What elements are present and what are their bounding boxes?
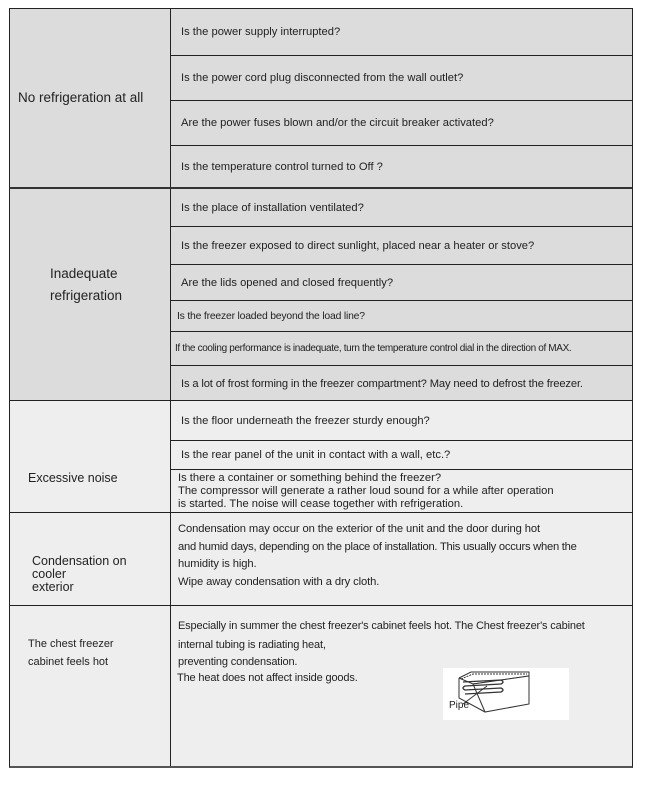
check-text: Are the lids opened and closed frequently? <box>181 276 394 289</box>
pipe-label: Pipe <box>449 700 470 711</box>
problem-label-line: refrigeration <box>50 287 123 303</box>
remedy-line: preventing condensation. <box>178 656 298 668</box>
check-row <box>171 469 632 513</box>
problem-label-line: exterior <box>32 579 74 594</box>
check-list <box>171 9 632 187</box>
troubleshooting-table <box>9 8 633 768</box>
problem-label <box>32 555 127 594</box>
problem-label-line: Inadequate <box>50 265 118 281</box>
remedy-line: Especially in summer the chest freezer's cabinet feels hot. The Chest freezer's cabinet <box>178 620 585 632</box>
check-text: Is the power supply interrupted? <box>181 26 341 38</box>
problem-cell <box>10 189 171 400</box>
check-text: Is the rear panel of the unit in contact with a wall, etc.? <box>181 449 451 461</box>
problem-label <box>50 263 122 307</box>
check-row <box>171 9 632 55</box>
remedy-line: and humid days, depending on the place of installation. This usually occurs when the <box>178 540 577 553</box>
check-row <box>171 401 632 440</box>
check-text: Are the power fuses blown and/or the circuit breaker activated? <box>181 117 494 129</box>
remedy-line: Condensation may occur on the exterior of the unit and the door during hot <box>178 523 541 535</box>
check-text: The compressor will generate a rather loud sound for a while after operation <box>178 485 554 497</box>
problem-label-line: cooler <box>32 566 67 581</box>
section-cabinet-feels-hot <box>9 605 633 768</box>
remedy-line: internal tubing is radiating heat, <box>178 639 326 651</box>
check-text: Is the freezer exposed to direct sunlight, placed near a heater or stove? <box>181 239 535 252</box>
check-text: is started. The noise will cease together with refrigeration. <box>178 498 464 510</box>
problem-label: No refrigeration at all <box>18 89 144 105</box>
check-row <box>171 331 632 365</box>
check-text: Is the power cord plug disconnected from the wall outlet? <box>181 72 464 84</box>
section-condensation <box>9 512 633 605</box>
problem-label <box>28 635 114 671</box>
problem-label-line: cabinet feels hot <box>28 656 109 668</box>
remedy-line: The heat does not affect inside goods. <box>177 672 358 684</box>
check-row <box>171 145 632 188</box>
problem-cell <box>10 401 171 512</box>
problem-cell <box>10 9 171 187</box>
section-inadequate-refrigeration <box>9 187 633 400</box>
check-row <box>171 100 632 145</box>
problem-label-line: Condensation on <box>32 553 127 568</box>
section-no-refrigeration <box>9 8 633 187</box>
problem-label: Excessive noise <box>28 470 118 485</box>
problem-label-line: The chest freezer <box>28 638 114 650</box>
check-row <box>171 264 632 300</box>
check-text: Is a lot of frost forming in the freezer compartment? May need to defrost the freezer. <box>181 378 583 390</box>
remedy-text <box>178 521 630 591</box>
problem-cell <box>10 513 171 605</box>
remedy-cell <box>171 513 632 605</box>
check-text: Is there a container or something behind the freezer? <box>178 472 442 484</box>
section-excessive-noise <box>9 400 633 512</box>
remedy-cell <box>171 606 632 766</box>
check-row <box>171 55 632 100</box>
remedy-line: humidity is high. <box>178 558 257 570</box>
remedy-line: Wipe away condensation with a dry cloth. <box>178 575 380 588</box>
check-row <box>171 226 632 264</box>
problem-cell <box>10 606 171 766</box>
freezer-pipe-diagram <box>443 668 569 720</box>
check-row <box>171 440 632 469</box>
check-text: Is the temperature control turned to Off ? <box>181 161 383 173</box>
check-text: Is the floor underneath the freezer sturdy enough? <box>181 414 430 427</box>
check-text: If the cooling performance is inadequate, turn the temperature control dial in the direction of MAX. <box>175 343 572 354</box>
check-text: Is the freezer loaded beyond the load line? <box>177 310 365 322</box>
check-row <box>171 365 632 402</box>
check-list <box>171 189 632 400</box>
check-row <box>171 189 632 226</box>
check-list <box>171 401 632 512</box>
check-text: Is the place of installation ventilated? <box>181 201 364 214</box>
check-row <box>171 300 632 331</box>
freezer-cabinet-pipe-icon <box>443 668 569 720</box>
